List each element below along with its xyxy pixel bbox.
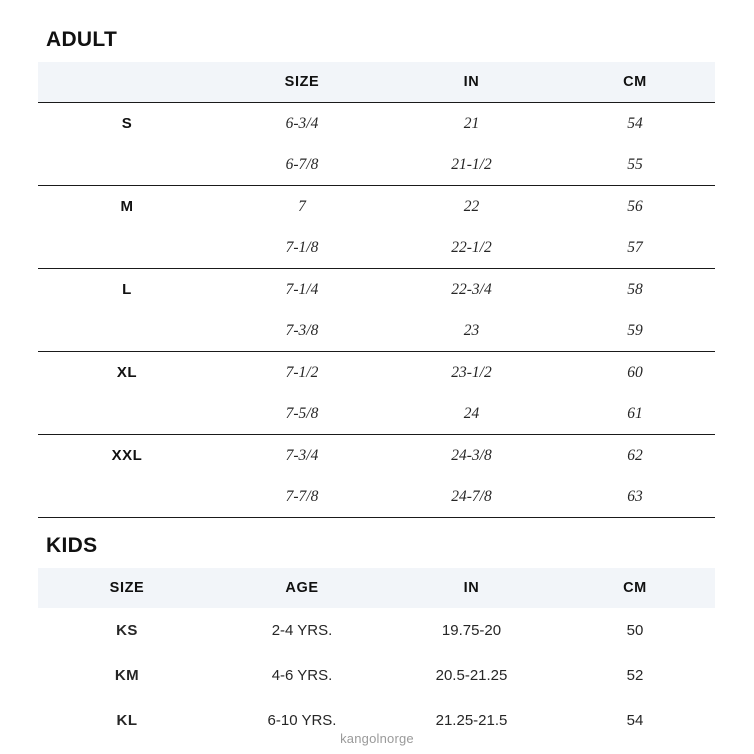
adult-cell-hatsize: 7-1/2 bbox=[216, 352, 388, 394]
adult-cell-in: 24-7/8 bbox=[388, 476, 555, 518]
table-row bbox=[38, 608, 715, 653]
adult-cell-hatsize: 7-5/8 bbox=[285, 404, 319, 422]
adult-header-row bbox=[38, 62, 715, 103]
kids-cell-size: KM bbox=[114, 667, 140, 684]
adult-cell-in: 23 bbox=[463, 321, 480, 339]
kids-header-row bbox=[38, 568, 715, 608]
adult-cell-in: 23-1/2 bbox=[388, 352, 555, 394]
adult-cell-hatsize: 7-1/8 bbox=[285, 238, 319, 256]
kids-cell-in: 21.25-21.5 bbox=[435, 712, 508, 729]
adult-cell-hatsize: 7-1/4 bbox=[216, 269, 388, 311]
adult-cell-in: 24 bbox=[463, 404, 480, 422]
adult-cell-cm: 63 bbox=[555, 476, 715, 518]
adult-cell-size: XL bbox=[38, 352, 216, 394]
adult-cell-size: M bbox=[38, 186, 216, 228]
adult-cell-size bbox=[38, 227, 216, 269]
adult-cell-in: 22-3/4 bbox=[388, 269, 555, 311]
table-row bbox=[38, 227, 715, 269]
adult-cell-cm: 56 bbox=[555, 186, 715, 228]
kids-section-title: KIDS bbox=[46, 534, 98, 557]
kids-cell-age: 2-4 YRS. bbox=[271, 622, 333, 639]
adult-size-table bbox=[38, 62, 715, 518]
table-row bbox=[38, 144, 715, 186]
adult-cell-size: L bbox=[38, 269, 216, 311]
adult-cell-hatsize: 6-3/4 bbox=[216, 103, 388, 145]
adult-cell-in: 22 bbox=[388, 186, 555, 228]
adult-table-body bbox=[38, 103, 715, 518]
table-row bbox=[38, 103, 715, 145]
adult-header-in: IN bbox=[388, 62, 555, 103]
table-row bbox=[38, 435, 715, 477]
adult-cell-size bbox=[38, 476, 216, 518]
adult-cell-cm: 59 bbox=[627, 321, 643, 339]
adult-table-head bbox=[38, 62, 715, 103]
kids-cell-size: KS bbox=[116, 622, 138, 639]
adult-cell-size bbox=[38, 310, 216, 352]
table-row bbox=[38, 653, 715, 698]
kids-cell-cm: 52 bbox=[626, 667, 644, 684]
adult-cell-in: 21-1/2 bbox=[451, 155, 492, 173]
kids-cell-in: 20.5-21.25 bbox=[435, 667, 508, 684]
adult-cell-cm: 61 bbox=[627, 404, 643, 422]
adult-cell-hatsize: 7-3/8 bbox=[285, 321, 319, 339]
adult-cell-hatsize: 7-7/8 bbox=[216, 476, 388, 518]
table-row bbox=[38, 393, 715, 435]
kids-size-table bbox=[38, 568, 715, 743]
adult-cell-size: S bbox=[38, 103, 216, 145]
kids-cell-cm: 54 bbox=[626, 712, 644, 729]
kids-header-age: AGE bbox=[216, 568, 388, 608]
kids-header-in: IN bbox=[388, 568, 555, 608]
table-row bbox=[38, 476, 715, 518]
adult-section-title: ADULT bbox=[46, 28, 118, 51]
adult-header-cm: CM bbox=[555, 62, 715, 103]
adult-cell-size bbox=[38, 393, 216, 435]
adult-cell-cm: 58 bbox=[555, 269, 715, 311]
adult-cell-in: 24-3/8 bbox=[388, 435, 555, 477]
adult-cell-hatsize: 7-3/4 bbox=[216, 435, 388, 477]
adult-cell-size: XXL bbox=[38, 435, 216, 477]
kids-table-body bbox=[38, 608, 715, 743]
kids-header-size: SIZE bbox=[38, 568, 216, 608]
adult-cell-size bbox=[38, 144, 216, 186]
adult-cell-cm: 57 bbox=[627, 238, 643, 256]
kids-cell-age: 4-6 YRS. bbox=[271, 667, 333, 684]
adult-header-blank bbox=[38, 62, 216, 103]
adult-header-size: SIZE bbox=[216, 62, 388, 103]
adult-cell-cm: 54 bbox=[555, 103, 715, 145]
adult-cell-cm: 60 bbox=[555, 352, 715, 394]
kids-cell-age: 6-10 YRS. bbox=[267, 712, 337, 729]
kids-cell-cm: 50 bbox=[626, 622, 644, 639]
adult-cell-in: 22-1/2 bbox=[451, 238, 492, 256]
adult-cell-in: 21 bbox=[388, 103, 555, 145]
adult-cell-cm: 55 bbox=[627, 155, 643, 173]
watermark: kangolnorge bbox=[340, 731, 414, 746]
adult-cell-hatsize: 6-7/8 bbox=[285, 155, 319, 173]
table-row bbox=[38, 186, 715, 228]
table-row bbox=[38, 269, 715, 311]
kids-header-cm: CM bbox=[555, 568, 715, 608]
kids-cell-size: KL bbox=[116, 712, 138, 729]
adult-cell-cm: 62 bbox=[555, 435, 715, 477]
kids-table-head bbox=[38, 568, 715, 608]
table-row bbox=[38, 310, 715, 352]
kids-cell-in: 19.75-20 bbox=[441, 622, 502, 639]
adult-cell-hatsize: 7 bbox=[216, 186, 388, 228]
table-row bbox=[38, 352, 715, 394]
